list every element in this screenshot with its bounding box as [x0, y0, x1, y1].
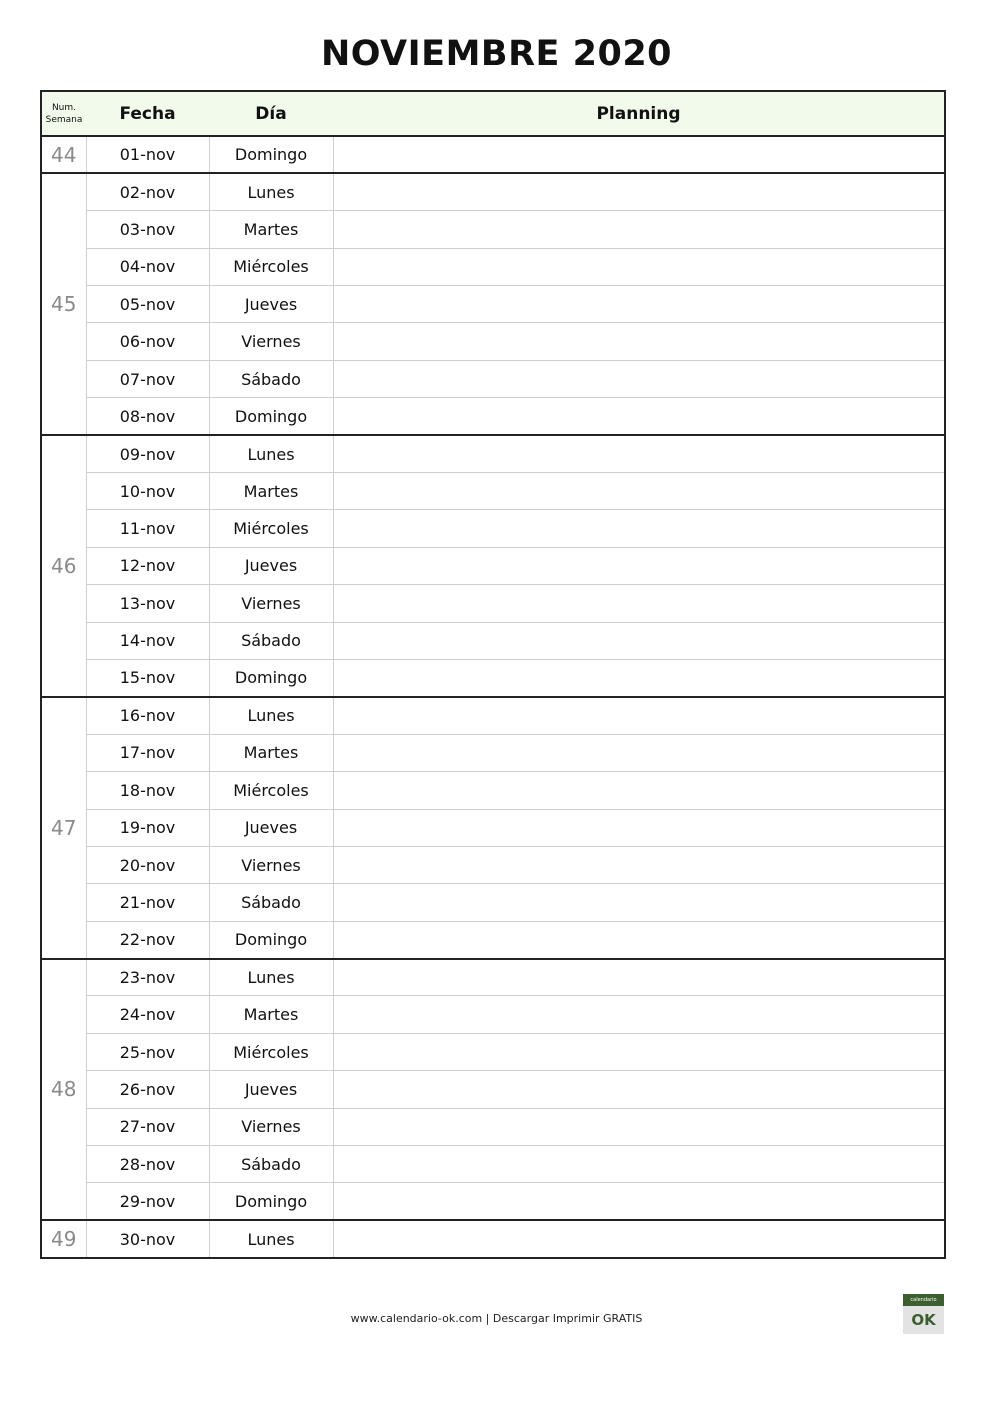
planning-cell[interactable]	[333, 1033, 945, 1070]
table-row	[41, 809, 945, 846]
date-cell: 24-nov	[86, 996, 209, 1033]
planning-cell[interactable]	[333, 734, 945, 771]
date-cell: 30-nov	[86, 1220, 209, 1257]
day-cell: Jueves	[209, 1071, 333, 1108]
table-row	[41, 286, 945, 323]
planning-cell[interactable]	[333, 211, 945, 248]
date-cell: 16-nov	[86, 697, 209, 734]
planning-cell[interactable]	[333, 435, 945, 472]
planning-cell[interactable]	[333, 921, 945, 958]
planner-table	[40, 90, 946, 1259]
date-cell: 13-nov	[86, 585, 209, 622]
day-cell: Sábado	[209, 884, 333, 921]
day-cell: Martes	[209, 473, 333, 510]
table-row	[41, 473, 945, 510]
table-row	[41, 884, 945, 921]
planning-cell[interactable]	[333, 473, 945, 510]
date-cell: 10-nov	[86, 473, 209, 510]
day-cell: Viernes	[209, 1108, 333, 1145]
table-row	[41, 136, 945, 173]
page-title: NOVIEMBRE 2020	[320, 34, 673, 74]
planning-cell[interactable]	[333, 136, 945, 173]
planning-cell[interactable]	[333, 547, 945, 584]
table-row	[41, 398, 945, 435]
table-row	[41, 248, 945, 285]
planner-body	[41, 136, 945, 1258]
date-cell: 17-nov	[86, 734, 209, 771]
week-header-line1: Num.	[51, 102, 77, 113]
day-cell: Jueves	[209, 547, 333, 584]
table-row	[41, 510, 945, 547]
planning-cell[interactable]	[333, 1183, 945, 1220]
week-number: 48	[41, 959, 86, 1221]
day-cell: Miércoles	[209, 772, 333, 809]
calendario-ok-logo	[903, 1294, 944, 1334]
footer-text: www.calendario-ok.com | Descargar Imprimir GRATIS	[350, 1312, 643, 1325]
header-row	[41, 91, 945, 136]
day-cell: Viernes	[209, 323, 333, 360]
planning-cell[interactable]	[333, 1108, 945, 1145]
week-number: 49	[41, 1220, 86, 1257]
logo-top-label: calendario	[903, 1294, 944, 1306]
planning-cell[interactable]	[333, 360, 945, 397]
date-cell: 19-nov	[86, 809, 209, 846]
planning-cell[interactable]	[333, 846, 945, 883]
date-header: Fecha	[86, 91, 209, 136]
table-row	[41, 1220, 945, 1257]
table-row	[41, 1146, 945, 1183]
day-cell: Lunes	[209, 1220, 333, 1257]
week-number: 44	[41, 136, 86, 173]
planning-cell[interactable]	[333, 659, 945, 696]
day-cell: Miércoles	[209, 510, 333, 547]
planning-cell[interactable]	[333, 323, 945, 360]
week-number: 46	[41, 435, 86, 697]
date-cell: 29-nov	[86, 1183, 209, 1220]
day-cell: Martes	[209, 996, 333, 1033]
week-number: 45	[41, 173, 86, 435]
table-row	[41, 959, 945, 996]
day-cell: Domingo	[209, 398, 333, 435]
table-row	[41, 921, 945, 958]
table-row	[41, 734, 945, 771]
table-row	[41, 622, 945, 659]
table-row	[41, 996, 945, 1033]
day-cell: Lunes	[209, 697, 333, 734]
week-number-header	[41, 91, 86, 136]
table-row	[41, 435, 945, 472]
date-cell: 21-nov	[86, 884, 209, 921]
planning-cell[interactable]	[333, 809, 945, 846]
table-row	[41, 585, 945, 622]
table-row	[41, 1033, 945, 1070]
date-cell: 28-nov	[86, 1146, 209, 1183]
planning-cell[interactable]	[333, 510, 945, 547]
day-cell: Viernes	[209, 585, 333, 622]
date-cell: 25-nov	[86, 1033, 209, 1070]
day-cell: Viernes	[209, 846, 333, 883]
day-cell: Lunes	[209, 959, 333, 996]
table-row	[41, 846, 945, 883]
date-cell: 12-nov	[86, 547, 209, 584]
date-cell: 01-nov	[86, 136, 209, 173]
date-cell: 07-nov	[86, 360, 209, 397]
date-cell: 11-nov	[86, 510, 209, 547]
day-cell: Lunes	[209, 435, 333, 472]
week-number: 47	[41, 697, 86, 959]
planning-cell[interactable]	[333, 173, 945, 210]
date-cell: 22-nov	[86, 921, 209, 958]
logo-main-label: OK	[903, 1306, 944, 1334]
table-row	[41, 1108, 945, 1145]
day-cell: Sábado	[209, 360, 333, 397]
table-row	[41, 360, 945, 397]
date-cell: 14-nov	[86, 622, 209, 659]
planning-cell[interactable]	[333, 398, 945, 435]
date-cell: 04-nov	[86, 248, 209, 285]
date-cell: 08-nov	[86, 398, 209, 435]
table-row	[41, 173, 945, 210]
table-row	[41, 772, 945, 809]
planning-cell[interactable]	[333, 772, 945, 809]
day-cell: Miércoles	[209, 248, 333, 285]
planning-cell[interactable]	[333, 1146, 945, 1183]
date-cell: 20-nov	[86, 846, 209, 883]
date-cell: 02-nov	[86, 173, 209, 210]
date-cell: 23-nov	[86, 959, 209, 996]
planning-cell[interactable]	[333, 286, 945, 323]
planning-cell[interactable]	[333, 585, 945, 622]
day-cell: Jueves	[209, 286, 333, 323]
day-cell: Jueves	[209, 809, 333, 846]
date-cell: 06-nov	[86, 323, 209, 360]
planning-cell[interactable]	[333, 959, 945, 996]
planning-cell[interactable]	[333, 1071, 945, 1108]
planning-cell[interactable]	[333, 248, 945, 285]
planning-header: Planning	[333, 91, 945, 136]
date-cell: 15-nov	[86, 659, 209, 696]
day-cell: Sábado	[209, 1146, 333, 1183]
day-cell: Sábado	[209, 622, 333, 659]
day-cell: Martes	[209, 734, 333, 771]
day-cell: Martes	[209, 211, 333, 248]
table-row	[41, 659, 945, 696]
day-cell: Miércoles	[209, 1033, 333, 1070]
table-row	[41, 211, 945, 248]
week-header-line2: Semana	[45, 114, 83, 125]
table-row	[41, 547, 945, 584]
day-cell: Domingo	[209, 659, 333, 696]
table-row	[41, 323, 945, 360]
day-cell: Lunes	[209, 173, 333, 210]
day-cell: Domingo	[209, 136, 333, 173]
day-cell: Domingo	[209, 1183, 333, 1220]
date-cell: 05-nov	[86, 286, 209, 323]
planning-cell[interactable]	[333, 884, 945, 921]
date-cell: 27-nov	[86, 1108, 209, 1145]
planning-cell[interactable]	[333, 996, 945, 1033]
day-cell: Domingo	[209, 921, 333, 958]
day-header: Día	[209, 91, 333, 136]
table-row	[41, 1183, 945, 1220]
date-cell: 18-nov	[86, 772, 209, 809]
table-row	[41, 697, 945, 734]
planning-cell[interactable]	[333, 622, 945, 659]
date-cell: 09-nov	[86, 435, 209, 472]
table-row	[41, 1071, 945, 1108]
date-cell: 03-nov	[86, 211, 209, 248]
planning-cell[interactable]	[333, 1220, 945, 1257]
date-cell: 26-nov	[86, 1071, 209, 1108]
planning-cell[interactable]	[333, 697, 945, 734]
